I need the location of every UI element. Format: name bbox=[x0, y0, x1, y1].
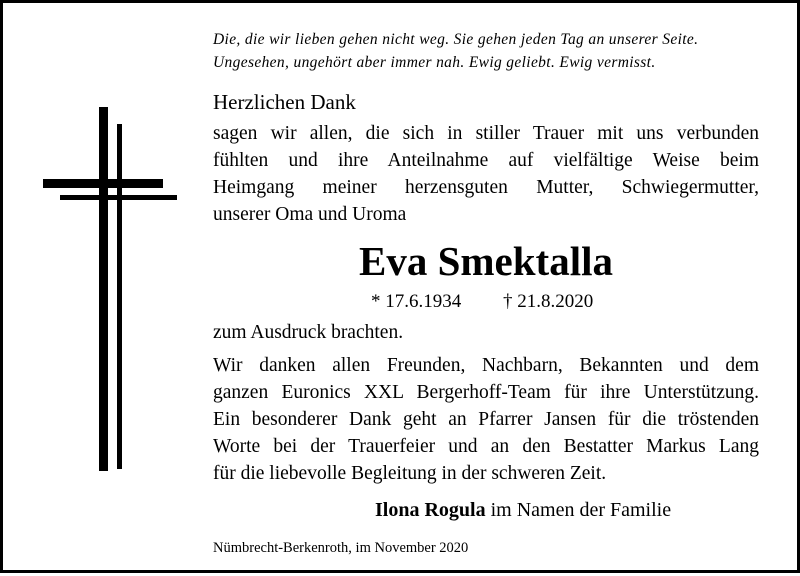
text-line: Ein besonderer Dank geht an Pfarrer Jansen für die tröstenden bbox=[213, 409, 759, 430]
closing-paragraph bbox=[213, 352, 759, 487]
motto-quote bbox=[213, 28, 773, 74]
text-line: sagen wir allen, die sich in stiller Trauer mit uns verbunden bbox=[213, 123, 759, 144]
signature bbox=[375, 497, 671, 523]
text-line: Heimgang meiner herzensguten Mutter, Schwiegermutter, bbox=[213, 177, 759, 198]
after-name-text bbox=[213, 319, 759, 346]
text-line: für die liebevolle Begleitung in der schweren Zeit. bbox=[213, 463, 607, 484]
signature-name: Ilona Rogula bbox=[375, 499, 486, 521]
thanks-paragraph bbox=[213, 120, 759, 228]
death-date: † 21.8.2020 bbox=[503, 291, 594, 312]
text-line: fühlten und ihre Anteilnahme auf vielfältige Weise beim bbox=[213, 150, 759, 171]
signature-suffix: im Namen der Familie bbox=[485, 499, 672, 521]
heading-thanks: Herzlichen Dank bbox=[213, 90, 356, 114]
deceased-name: Eva Smektalla bbox=[359, 238, 613, 284]
birth-date: * 17.6.1934 bbox=[371, 291, 462, 312]
text-line: unserer Oma und Uroma bbox=[213, 204, 407, 225]
motto-line: Ungesehen, ungehört aber immer nah. Ewig geliebt. Ewig vermisst. bbox=[213, 54, 656, 71]
double-cross-icon bbox=[3, 3, 203, 576]
text-line: Worte bei der Trauerfeier und an den Bestatter Markus Lang bbox=[213, 436, 759, 457]
text-line: ganzen Euronics XXL Bergerhoff-Team für ihre Unterstützung. bbox=[213, 382, 759, 403]
text-line: Wir danken allen Freunden, Nachbarn, Bekannten und dem bbox=[213, 355, 759, 376]
text-line: zum Ausdruck brachten. bbox=[213, 322, 404, 343]
motto-line: Die, die wir lieben gehen nicht weg. Sie gehen jeden Tag an unserer Seite. bbox=[213, 31, 699, 48]
place-and-date: Nümbrecht-Berkenroth, im November 2020 bbox=[213, 540, 469, 556]
